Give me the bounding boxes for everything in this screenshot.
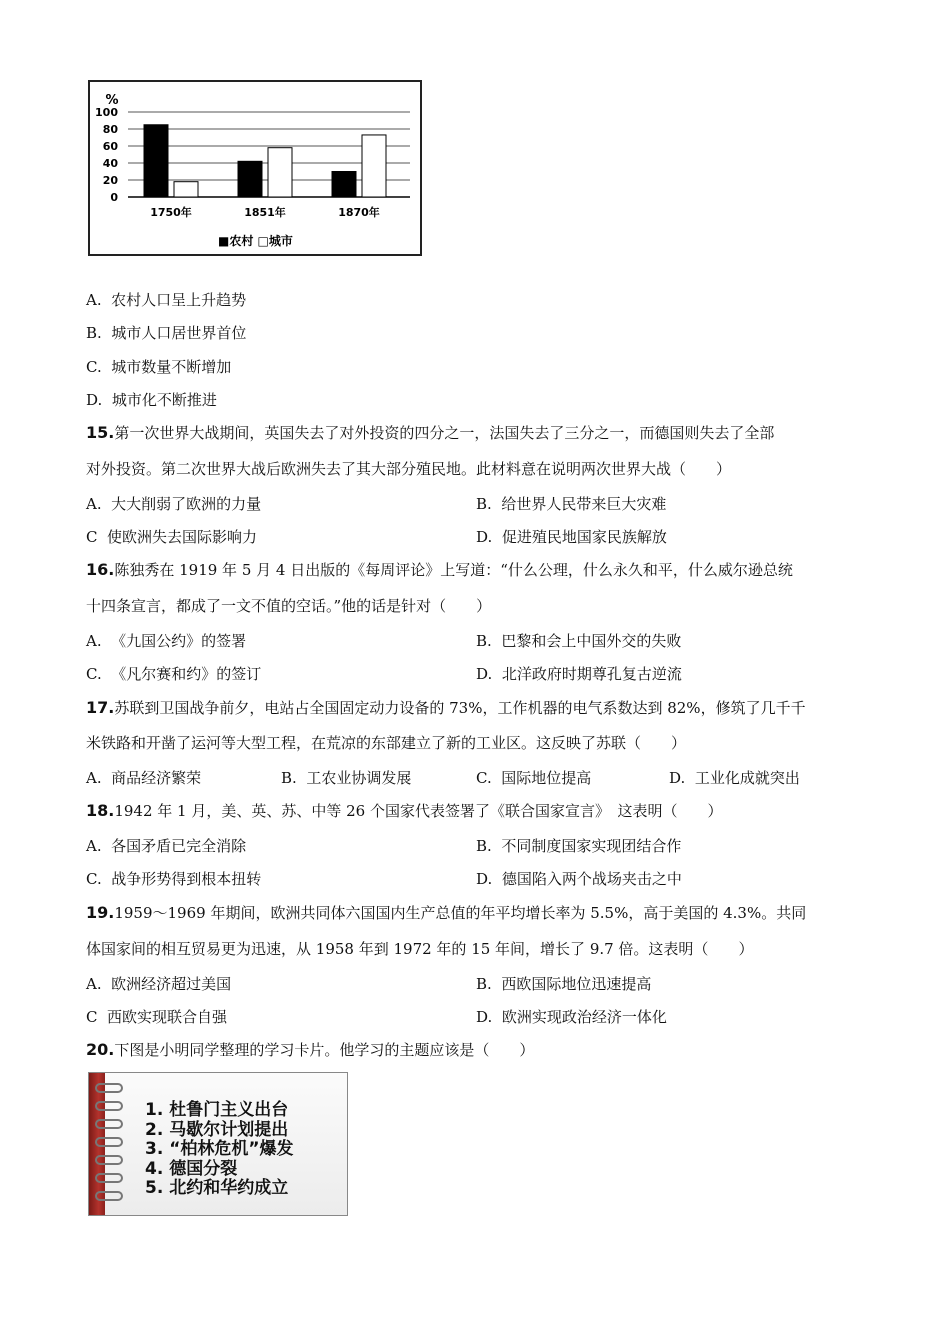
q19-stem-line2: 体国家间的相互贸易更为迅速，从 1958 年到 1972 年的 15 年间，增长了 9.7 倍。这表明（ ） <box>86 940 754 958</box>
binder-ring-icon <box>95 1191 123 1201</box>
q17-option-b: B. 工农业协调发展 <box>281 769 412 787</box>
x-tick-label: 1870年 <box>338 206 380 219</box>
q16-option-a: A. 《九国公约》的签署 <box>86 632 247 650</box>
study-card <box>88 1072 348 1216</box>
q16-option-c: C. 《凡尔赛和约》的签订 <box>86 665 262 683</box>
card-item: 1. 杜鲁门主义出台 <box>145 1100 289 1120</box>
bar-城市 <box>362 135 386 197</box>
q14-option-a: A. 农村人口呈上升趋势 <box>86 291 247 309</box>
card-item: 4. 德国分裂 <box>145 1159 238 1179</box>
q15-option-a: A. 大大削弱了欧洲的力量 <box>86 495 262 513</box>
q18-option-a: A. 各国矛盾已完全消除 <box>86 837 247 855</box>
bar-城市 <box>268 148 292 197</box>
bar-农村 <box>332 172 356 198</box>
x-tick-label: 1851年 <box>244 206 286 219</box>
y-tick-label: 100 <box>95 106 118 119</box>
y-axis-label: % <box>105 93 119 108</box>
y-tick-label: 80 <box>102 123 118 136</box>
q18-option-c: C. 战争形势得到根本扭转 <box>86 870 262 888</box>
y-tick-label: 60 <box>102 140 118 153</box>
q15-option-b: B. 给世界人民带来巨大灾难 <box>476 495 667 513</box>
binder-ring-icon <box>95 1101 123 1111</box>
card-item: 2. 马歇尔计划提出 <box>145 1120 289 1140</box>
q15-option-d: D. 促进殖民地国家民族解放 <box>476 528 667 546</box>
q15-option-c: C 使欧洲失去国际影响力 <box>86 528 258 546</box>
q16-stem-line2: 十四条宣言，都成了一文不值的空话。”他的话是针对（ ） <box>86 597 492 615</box>
q19-option-d: D. 欧洲实现政治经济一体化 <box>476 1008 667 1026</box>
bar-城市 <box>174 182 198 197</box>
y-tick-label: 20 <box>102 174 118 187</box>
q18-stem-line1: 18.1942 年 1 月，美、英、苏、中等 26 个国家代表签署了《联合国家宣言》 这表明（ ） <box>86 801 723 820</box>
q16-stem-line1: 16.陈独秀在 1919 年 5 月 4 日出版的《每周评论》上写道：“什么公理，什么永久和平，什么威尔逊总统 <box>86 560 793 579</box>
card-item: 3. “柏林危机”爆发 <box>145 1139 294 1159</box>
card-item: 5. 北约和华约成立 <box>145 1178 289 1198</box>
binder-ring-icon <box>95 1155 123 1165</box>
q14-option-d: D. 城市化不断推进 <box>86 391 217 409</box>
q19-option-b: B. 西欧国际地位迅速提高 <box>476 975 652 993</box>
q18-option-d: D. 德国陷入两个战场夹击之中 <box>476 870 682 888</box>
binder-ring-icon <box>95 1119 123 1129</box>
binder-ring-icon <box>95 1083 123 1093</box>
q15-stem-line1: 15.第一次世界大战期间，英国失去了对外投资的四分之一，法国失去了三分之一，而德国则失去了全部 <box>86 423 775 442</box>
q17-stem-line2: 米铁路和开凿了运河等大型工程，在荒凉的东部建立了新的工业区。这反映了苏联（ ） <box>86 734 687 752</box>
q20-stem-line1: 20.下图是小明同学整理的学习卡片。他学习的主题应该是（ ） <box>86 1040 535 1059</box>
q19-option-a: A. 欧洲经济超过美国 <box>86 975 232 993</box>
binder-ring-icon <box>95 1173 123 1183</box>
q19-stem-line1: 19.1959～1969 年期间，欧洲共同体六国国内生产总值的年平均增长率为 5.5%，高于美国的 4.3%。共同 <box>86 903 807 922</box>
bar-农村 <box>144 125 168 197</box>
q16-option-d: D. 北洋政府时期尊孔复古逆流 <box>476 665 682 683</box>
bar-农村 <box>238 161 262 197</box>
q14-option-c: C. 城市数量不断增加 <box>86 358 232 376</box>
q18-option-b: B. 不同制度国家实现团结合作 <box>476 837 682 855</box>
binder-ring-icon <box>95 1137 123 1147</box>
q14-option-b: B. 城市人口居世界首位 <box>86 324 247 342</box>
q15-stem-line2: 对外投资。第二次世界大战后欧洲失去了其大部分殖民地。此材料意在说明两次世界大战（ ） <box>86 460 732 478</box>
bar-chart <box>90 82 420 254</box>
q16-option-b: B. 巴黎和会上中国外交的失败 <box>476 632 682 650</box>
q17-option-a: A. 商品经济繁荣 <box>86 769 202 787</box>
population-chart <box>88 80 422 256</box>
q17-option-d: D. 工业化成就突出 <box>669 769 800 787</box>
q17-option-c: C. 国际地位提高 <box>476 769 592 787</box>
q17-stem-line1: 17.苏联到卫国战争前夕，电站占全国固定动力设备的 73%，工作机器的电气系数达到 82%，修筑了几千千 <box>86 698 806 717</box>
y-tick-label: 40 <box>102 157 118 170</box>
x-tick-label: 1750年 <box>150 206 192 219</box>
q19-option-c: C 西欧实现联合自强 <box>86 1008 228 1026</box>
y-tick-label: 0 <box>110 191 118 204</box>
legend: ■农村 □城市 <box>218 234 293 248</box>
